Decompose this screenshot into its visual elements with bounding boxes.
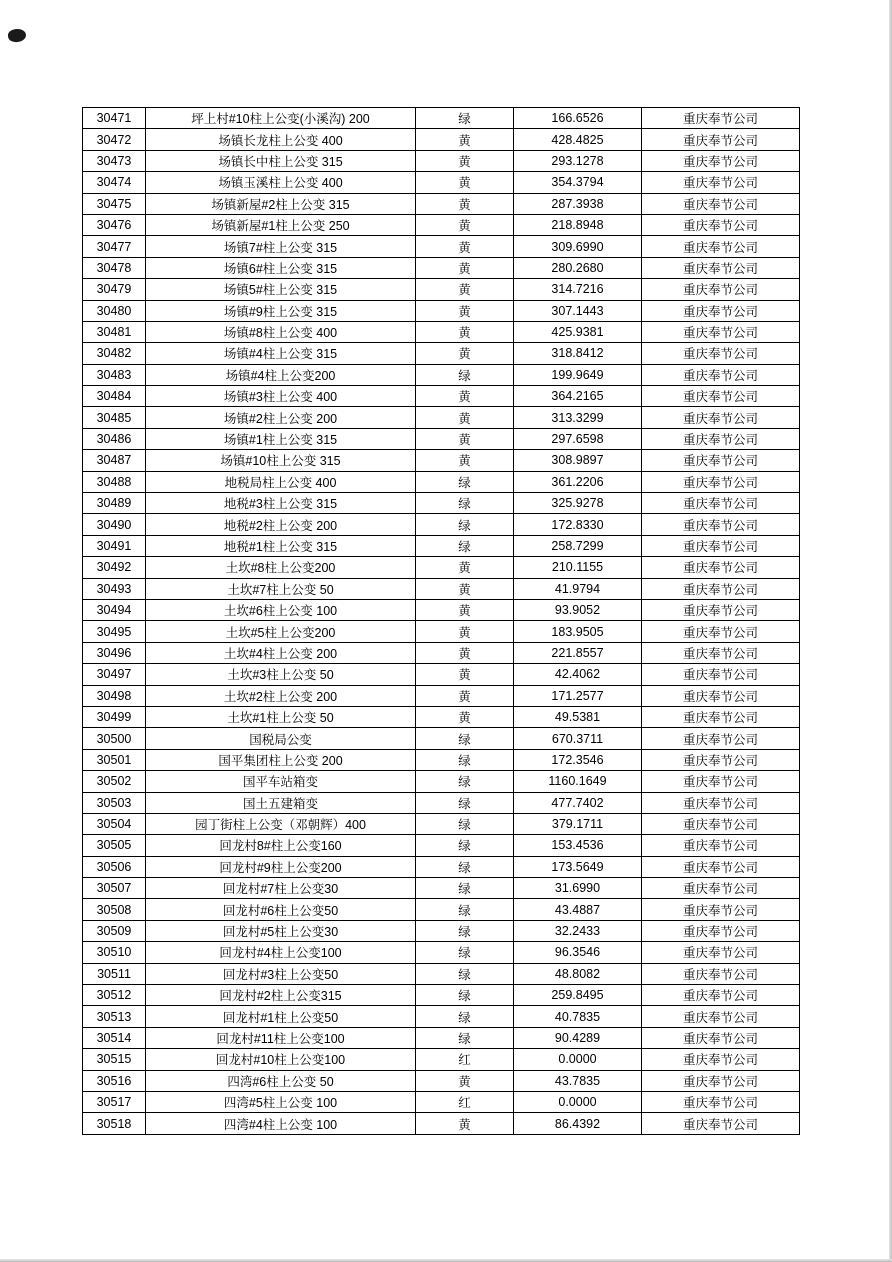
cell-company: 重庆奉节公司	[642, 642, 800, 663]
cell-status: 黄	[416, 214, 514, 235]
cell-value: 354.3794	[514, 172, 642, 193]
cell-value: 318.8412	[514, 343, 642, 364]
cell-company: 重庆奉节公司	[642, 493, 800, 514]
cell-company: 重庆奉节公司	[642, 749, 800, 770]
cell-transformer-name: 地税#3柱上公变 315	[146, 493, 416, 514]
cell-value: 172.3546	[514, 749, 642, 770]
cell-transformer-name: 坪上村#10柱上公变(小溪沟) 200	[146, 108, 416, 129]
cell-value: 670.3711	[514, 728, 642, 749]
cell-transformer-name: 场镇#9柱上公变 315	[146, 300, 416, 321]
table-row	[83, 685, 800, 706]
cell-transformer-name: 场镇长中柱上公变 315	[146, 150, 416, 171]
cell-transformer-name: 回龙村#7柱上公变30	[146, 878, 416, 899]
table-body	[83, 108, 800, 1135]
cell-company: 重庆奉节公司	[642, 428, 800, 449]
cell-row-id: 30489	[83, 493, 146, 514]
cell-transformer-name: 回龙村#3柱上公变50	[146, 963, 416, 984]
cell-transformer-name: 回龙村#6柱上公变50	[146, 899, 416, 920]
cell-value: 1160.1649	[514, 771, 642, 792]
cell-status: 黄	[416, 428, 514, 449]
cell-row-id: 30492	[83, 557, 146, 578]
cell-transformer-name: 地税#1柱上公变 315	[146, 535, 416, 556]
cell-transformer-name: 土坎#7柱上公变 50	[146, 578, 416, 599]
table-row	[83, 578, 800, 599]
cell-value: 93.9052	[514, 599, 642, 620]
cell-row-id: 30496	[83, 642, 146, 663]
table-row	[83, 214, 800, 235]
cell-transformer-name: 回龙村#1柱上公变50	[146, 1006, 416, 1027]
cell-value: 308.9897	[514, 450, 642, 471]
cell-transformer-name: 场镇#4柱上公变 315	[146, 343, 416, 364]
cell-value: 259.8495	[514, 985, 642, 1006]
cell-company: 重庆奉节公司	[642, 942, 800, 963]
table-row	[83, 1006, 800, 1027]
table-row	[83, 599, 800, 620]
table-row	[83, 1049, 800, 1070]
cell-status: 绿	[416, 108, 514, 129]
cell-value: 0.0000	[514, 1091, 642, 1112]
cell-company: 重庆奉节公司	[642, 108, 800, 129]
cell-status: 黄	[416, 621, 514, 642]
table-row	[83, 407, 800, 428]
table-row	[83, 621, 800, 642]
cell-row-id: 30494	[83, 599, 146, 620]
cell-status: 黄	[416, 557, 514, 578]
cell-value: 218.8948	[514, 214, 642, 235]
cell-company: 重庆奉节公司	[642, 321, 800, 342]
cell-transformer-name: 回龙村#5柱上公变30	[146, 920, 416, 941]
cell-status: 黄	[416, 386, 514, 407]
cell-value: 172.8330	[514, 514, 642, 535]
cell-company: 重庆奉节公司	[642, 1113, 800, 1134]
cell-row-id: 30474	[83, 172, 146, 193]
table-row	[83, 728, 800, 749]
cell-row-id: 30503	[83, 792, 146, 813]
table-row	[83, 108, 800, 129]
cell-row-id: 30475	[83, 193, 146, 214]
cell-row-id: 30471	[83, 108, 146, 129]
cell-transformer-name: 土坎#5柱上公变200	[146, 621, 416, 642]
cell-row-id: 30512	[83, 985, 146, 1006]
table-row	[83, 1091, 800, 1112]
cell-status: 黄	[416, 343, 514, 364]
cell-row-id: 30488	[83, 471, 146, 492]
cell-row-id: 30501	[83, 749, 146, 770]
cell-status: 绿	[416, 514, 514, 535]
table-row	[83, 664, 800, 685]
cell-transformer-name: 地税局柱上公变 400	[146, 471, 416, 492]
cell-value: 173.5649	[514, 856, 642, 877]
table-row	[83, 386, 800, 407]
scan-artifact-mark	[7, 28, 27, 43]
cell-row-id: 30472	[83, 129, 146, 150]
cell-row-id: 30513	[83, 1006, 146, 1027]
cell-value: 379.1711	[514, 813, 642, 834]
cell-row-id: 30507	[83, 878, 146, 899]
cell-status: 黄	[416, 1070, 514, 1091]
cell-transformer-name: 地税#2柱上公变 200	[146, 514, 416, 535]
cell-value: 309.6990	[514, 236, 642, 257]
cell-company: 重庆奉节公司	[642, 578, 800, 599]
cell-row-id: 30498	[83, 685, 146, 706]
cell-company: 重庆奉节公司	[642, 471, 800, 492]
cell-status: 黄	[416, 407, 514, 428]
cell-row-id: 30473	[83, 150, 146, 171]
cell-row-id: 30482	[83, 343, 146, 364]
cell-value: 0.0000	[514, 1049, 642, 1070]
table-row	[83, 428, 800, 449]
cell-status: 黄	[416, 642, 514, 663]
cell-transformer-name: 土坎#8柱上公变200	[146, 557, 416, 578]
table-row	[83, 279, 800, 300]
cell-company: 重庆奉节公司	[642, 386, 800, 407]
cell-value: 314.7216	[514, 279, 642, 300]
cell-transformer-name: 场镇#1柱上公变 315	[146, 428, 416, 449]
table-row	[83, 642, 800, 663]
cell-company: 重庆奉节公司	[642, 792, 800, 813]
cell-row-id: 30479	[83, 279, 146, 300]
cell-row-id: 30491	[83, 535, 146, 556]
cell-row-id: 30476	[83, 214, 146, 235]
cell-company: 重庆奉节公司	[642, 963, 800, 984]
cell-value: 221.8557	[514, 642, 642, 663]
cell-row-id: 30517	[83, 1091, 146, 1112]
cell-row-id: 30514	[83, 1027, 146, 1048]
cell-company: 重庆奉节公司	[642, 1091, 800, 1112]
cell-value: 43.4887	[514, 899, 642, 920]
cell-status: 红	[416, 1091, 514, 1112]
cell-transformer-name: 国平车站箱变	[146, 771, 416, 792]
cell-row-id: 30510	[83, 942, 146, 963]
cell-status: 黄	[416, 1113, 514, 1134]
cell-company: 重庆奉节公司	[642, 728, 800, 749]
cell-company: 重庆奉节公司	[642, 985, 800, 1006]
cell-status: 绿	[416, 792, 514, 813]
cell-transformer-name: 场镇#8柱上公变 400	[146, 321, 416, 342]
cell-transformer-name: 土坎#4柱上公变 200	[146, 642, 416, 663]
cell-company: 重庆奉节公司	[642, 685, 800, 706]
cell-transformer-name: 回龙村#10柱上公变100	[146, 1049, 416, 1070]
cell-value: 96.3546	[514, 942, 642, 963]
cell-company: 重庆奉节公司	[642, 214, 800, 235]
cell-company: 重庆奉节公司	[642, 535, 800, 556]
cell-status: 黄	[416, 321, 514, 342]
cell-transformer-name: 四湾#4柱上公变 100	[146, 1113, 416, 1134]
cell-row-id: 30502	[83, 771, 146, 792]
cell-transformer-name: 国税局公变	[146, 728, 416, 749]
cell-status: 绿	[416, 878, 514, 899]
table-row	[83, 1027, 800, 1048]
table-row	[83, 557, 800, 578]
cell-transformer-name: 土坎#1柱上公变 50	[146, 706, 416, 727]
table-row	[83, 985, 800, 1006]
table-row	[83, 535, 800, 556]
cell-row-id: 30486	[83, 428, 146, 449]
table-row	[83, 856, 800, 877]
cell-status: 黄	[416, 300, 514, 321]
cell-value: 42.4062	[514, 664, 642, 685]
cell-row-id: 30490	[83, 514, 146, 535]
cell-status: 绿	[416, 1006, 514, 1027]
cell-company: 重庆奉节公司	[642, 1070, 800, 1091]
cell-transformer-name: 国平集团柱上公变 200	[146, 749, 416, 770]
cell-status: 黄	[416, 599, 514, 620]
table-row	[83, 321, 800, 342]
cell-company: 重庆奉节公司	[642, 664, 800, 685]
cell-transformer-name: 四湾#5柱上公变 100	[146, 1091, 416, 1112]
cell-company: 重庆奉节公司	[642, 407, 800, 428]
cell-status: 绿	[416, 963, 514, 984]
table-row	[83, 514, 800, 535]
cell-value: 183.9505	[514, 621, 642, 642]
cell-status: 黄	[416, 279, 514, 300]
cell-status: 黄	[416, 129, 514, 150]
cell-row-id: 30500	[83, 728, 146, 749]
cell-status: 绿	[416, 920, 514, 941]
cell-row-id: 30506	[83, 856, 146, 877]
cell-value: 428.4825	[514, 129, 642, 150]
cell-company: 重庆奉节公司	[642, 920, 800, 941]
cell-company: 重庆奉节公司	[642, 557, 800, 578]
cell-row-id: 30478	[83, 257, 146, 278]
cell-status: 黄	[416, 685, 514, 706]
cell-value: 293.1278	[514, 150, 642, 171]
cell-company: 重庆奉节公司	[642, 835, 800, 856]
table-row	[83, 257, 800, 278]
cell-value: 361.2206	[514, 471, 642, 492]
cell-transformer-name: 场镇6#柱上公变 315	[146, 257, 416, 278]
cell-company: 重庆奉节公司	[642, 364, 800, 385]
cell-value: 297.6598	[514, 428, 642, 449]
cell-status: 黄	[416, 257, 514, 278]
transformer-table-container	[82, 107, 799, 1135]
cell-transformer-name: 场镇5#柱上公变 315	[146, 279, 416, 300]
cell-status: 绿	[416, 771, 514, 792]
cell-value: 43.7835	[514, 1070, 642, 1091]
cell-transformer-name: 场镇长龙柱上公变 400	[146, 129, 416, 150]
cell-row-id: 30485	[83, 407, 146, 428]
cell-row-id: 30511	[83, 963, 146, 984]
cell-value: 364.2165	[514, 386, 642, 407]
cell-row-id: 30508	[83, 899, 146, 920]
cell-transformer-name: 场镇#10柱上公变 315	[146, 450, 416, 471]
cell-transformer-name: 场镇玉溪柱上公变 400	[146, 172, 416, 193]
table-row	[83, 236, 800, 257]
cell-value: 313.3299	[514, 407, 642, 428]
table-row	[83, 129, 800, 150]
cell-status: 绿	[416, 942, 514, 963]
cell-company: 重庆奉节公司	[642, 706, 800, 727]
cell-company: 重庆奉节公司	[642, 621, 800, 642]
cell-value: 41.9794	[514, 578, 642, 599]
cell-company: 重庆奉节公司	[642, 514, 800, 535]
cell-status: 绿	[416, 471, 514, 492]
cell-status: 绿	[416, 813, 514, 834]
cell-row-id: 30518	[83, 1113, 146, 1134]
cell-row-id: 30481	[83, 321, 146, 342]
cell-status: 黄	[416, 193, 514, 214]
cell-value: 31.6990	[514, 878, 642, 899]
table-row	[83, 771, 800, 792]
cell-row-id: 30509	[83, 920, 146, 941]
cell-transformer-name: 场镇#4柱上公变200	[146, 364, 416, 385]
cell-transformer-name: 回龙村8#柱上公变160	[146, 835, 416, 856]
cell-status: 黄	[416, 236, 514, 257]
cell-row-id: 30497	[83, 664, 146, 685]
cell-transformer-name: 回龙村#2柱上公变315	[146, 985, 416, 1006]
table-row	[83, 813, 800, 834]
cell-company: 重庆奉节公司	[642, 599, 800, 620]
table-row	[83, 942, 800, 963]
cell-company: 重庆奉节公司	[642, 856, 800, 877]
table-row	[83, 963, 800, 984]
cell-transformer-name: 园丁街柱上公变（邓朝辉）400	[146, 813, 416, 834]
table-row	[83, 792, 800, 813]
cell-company: 重庆奉节公司	[642, 172, 800, 193]
table-row	[83, 1113, 800, 1134]
cell-company: 重庆奉节公司	[642, 236, 800, 257]
cell-transformer-name: 四湾#6柱上公变 50	[146, 1070, 416, 1091]
cell-company: 重庆奉节公司	[642, 300, 800, 321]
cell-value: 40.7835	[514, 1006, 642, 1027]
cell-status: 黄	[416, 150, 514, 171]
cell-row-id: 30493	[83, 578, 146, 599]
cell-transformer-name: 土坎#3柱上公变 50	[146, 664, 416, 685]
cell-company: 重庆奉节公司	[642, 193, 800, 214]
cell-value: 171.2577	[514, 685, 642, 706]
cell-row-id: 30504	[83, 813, 146, 834]
cell-transformer-name: 国土五建箱变	[146, 792, 416, 813]
cell-status: 黄	[416, 450, 514, 471]
cell-company: 重庆奉节公司	[642, 1006, 800, 1027]
cell-company: 重庆奉节公司	[642, 279, 800, 300]
table-row	[83, 493, 800, 514]
table-row	[83, 193, 800, 214]
cell-company: 重庆奉节公司	[642, 1049, 800, 1070]
cell-row-id: 30515	[83, 1049, 146, 1070]
cell-row-id: 30499	[83, 706, 146, 727]
cell-value: 287.3938	[514, 193, 642, 214]
table-row	[83, 835, 800, 856]
cell-row-id: 30483	[83, 364, 146, 385]
cell-company: 重庆奉节公司	[642, 1027, 800, 1048]
cell-company: 重庆奉节公司	[642, 899, 800, 920]
cell-transformer-name: 场镇新屋#2柱上公变 315	[146, 193, 416, 214]
cell-status: 黄	[416, 172, 514, 193]
cell-transformer-name: 回龙村#4柱上公变100	[146, 942, 416, 963]
cell-row-id: 30487	[83, 450, 146, 471]
cell-company: 重庆奉节公司	[642, 257, 800, 278]
cell-status: 绿	[416, 856, 514, 877]
table-row	[83, 364, 800, 385]
table-row	[83, 150, 800, 171]
cell-row-id: 30505	[83, 835, 146, 856]
table-row	[83, 172, 800, 193]
cell-row-id: 30477	[83, 236, 146, 257]
cell-value: 166.6526	[514, 108, 642, 129]
cell-row-id: 30516	[83, 1070, 146, 1091]
table-row	[83, 899, 800, 920]
cell-transformer-name: 土坎#6柱上公变 100	[146, 599, 416, 620]
cell-transformer-name: 场镇#3柱上公变 400	[146, 386, 416, 407]
cell-status: 绿	[416, 749, 514, 770]
cell-value: 258.7299	[514, 535, 642, 556]
cell-company: 重庆奉节公司	[642, 813, 800, 834]
cell-row-id: 30484	[83, 386, 146, 407]
cell-value: 49.5381	[514, 706, 642, 727]
table-row	[83, 450, 800, 471]
cell-value: 48.8082	[514, 963, 642, 984]
cell-value: 325.9278	[514, 493, 642, 514]
cell-row-id: 30480	[83, 300, 146, 321]
cell-company: 重庆奉节公司	[642, 450, 800, 471]
table-row	[83, 1070, 800, 1091]
table-row	[83, 300, 800, 321]
cell-value: 86.4392	[514, 1113, 642, 1134]
cell-value: 32.2433	[514, 920, 642, 941]
cell-transformer-name: 场镇#2柱上公变 200	[146, 407, 416, 428]
cell-status: 黄	[416, 578, 514, 599]
cell-transformer-name: 回龙村#11柱上公变100	[146, 1027, 416, 1048]
cell-value: 307.1443	[514, 300, 642, 321]
table-row	[83, 878, 800, 899]
cell-company: 重庆奉节公司	[642, 771, 800, 792]
cell-status: 黄	[416, 664, 514, 685]
cell-status: 绿	[416, 535, 514, 556]
cell-value: 90.4289	[514, 1027, 642, 1048]
cell-status: 绿	[416, 364, 514, 385]
table-row	[83, 706, 800, 727]
cell-company: 重庆奉节公司	[642, 129, 800, 150]
cell-status: 绿	[416, 985, 514, 1006]
cell-status: 绿	[416, 1027, 514, 1048]
cell-company: 重庆奉节公司	[642, 878, 800, 899]
cell-value: 153.4536	[514, 835, 642, 856]
table-row	[83, 749, 800, 770]
cell-value: 280.2680	[514, 257, 642, 278]
cell-transformer-name: 场镇7#柱上公变 315	[146, 236, 416, 257]
cell-value: 210.1155	[514, 557, 642, 578]
table-row	[83, 920, 800, 941]
cell-value: 477.7402	[514, 792, 642, 813]
cell-status: 绿	[416, 493, 514, 514]
cell-company: 重庆奉节公司	[642, 343, 800, 364]
cell-transformer-name: 回龙村#9柱上公变200	[146, 856, 416, 877]
cell-value: 199.9649	[514, 364, 642, 385]
table-row	[83, 343, 800, 364]
cell-status: 绿	[416, 835, 514, 856]
table-row	[83, 471, 800, 492]
cell-company: 重庆奉节公司	[642, 150, 800, 171]
cell-status: 黄	[416, 706, 514, 727]
cell-value: 425.9381	[514, 321, 642, 342]
cell-transformer-name: 土坎#2柱上公变 200	[146, 685, 416, 706]
cell-transformer-name: 场镇新屋#1柱上公变 250	[146, 214, 416, 235]
cell-row-id: 30495	[83, 621, 146, 642]
cell-status: 绿	[416, 728, 514, 749]
cell-status: 红	[416, 1049, 514, 1070]
transformer-table	[82, 107, 800, 1135]
cell-status: 绿	[416, 899, 514, 920]
